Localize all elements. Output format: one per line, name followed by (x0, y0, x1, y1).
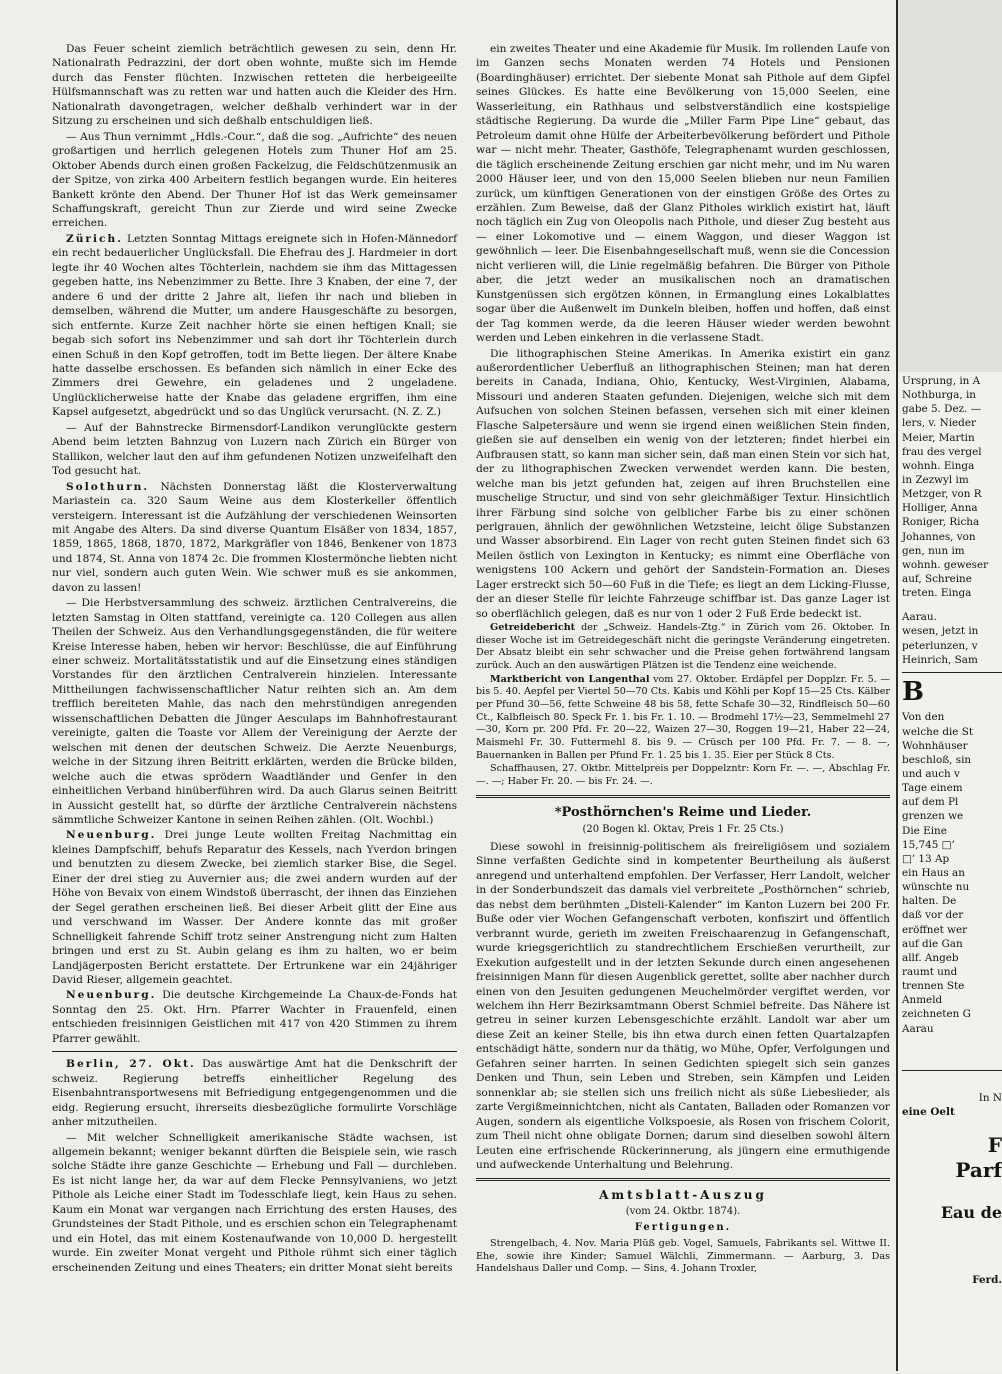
source-aerzteverein: (Olt. Wochbl.) (359, 814, 434, 827)
right-line: Johannes, von (902, 530, 976, 543)
right-line: zeichneten G (902, 1008, 971, 1021)
right-line: Meier, Martin (902, 431, 975, 444)
right-line: lers, v. Nieder (902, 417, 976, 430)
right-line: Anmeld (902, 994, 943, 1007)
label-getreide: Getreidebericht (490, 622, 576, 634)
right-line: raumt und (902, 965, 958, 978)
right-line: Roniger, Richa (902, 516, 980, 529)
right-line: Tage einem (902, 782, 963, 795)
subheading-amtsblatt: (vom 24. Oktbr. 1874). (625, 1205, 741, 1217)
article-solothurn (52, 480, 457, 596)
adjacent-page-edge (896, 0, 1002, 1371)
section-divider-double-2 (476, 1178, 890, 1181)
right-line: allf. Angeb (902, 951, 959, 964)
dateline-neuenburg-2: Neuenburg. (66, 989, 157, 1002)
subheading-posthoernchen: (20 Bogen kl. Oktav, Preis 1 Fr. 25 Cts.) (582, 824, 784, 836)
ad-footer: Ferd. (972, 1273, 1002, 1286)
right-line: Ursprung, in A (902, 375, 981, 387)
right-line: trennen Ste (902, 980, 965, 993)
dateline-zurich: Zürich. (66, 232, 123, 245)
text-solothurn: Nächsten Donnerstag läßt die Klosterverwaltung Mariastein ca. 320 Saum Weine aus dem Klosterkeller öffentlich versteigern. Interessant ist die Aufzählung der verschiedenen Weinsorten mit Angabe des Alters. Da sind diverse Quantum Elsäßer von 1834, 1857, 1859, 1865, 1868, 1870, 1872, Markgräfler von 1846, Benkener von 1873 und 1874, St. Anna von 1874 2c. Die frommen Klostermönche liebten nicht nur viel, sondern auch guten Wein. Wie schwer muß es sie ankommen, davon zu lassen! (52, 480, 457, 594)
dateline-solothurn: Solothurn. (66, 480, 150, 493)
right-line: auf, Schreine (902, 572, 972, 585)
dateline-neuenburg-1: Neuenburg. (66, 829, 157, 842)
right-line: Aarau (902, 1022, 934, 1035)
right-line: gabe 5. Dez. — (902, 403, 982, 416)
right-line: wohnh. Einga (902, 459, 975, 472)
right-block-b (902, 610, 1002, 667)
right-line: Aarau. (902, 611, 937, 624)
right-line: Metzger, von R (902, 488, 982, 501)
article-lithographic-stones: Die lithographischen Steine Amerikas. In Amerika existirt ein ganz außerordentlicher Ueberfluß an lithographischen Steinen; man hat deren bereits in Canada, Indiana, Ohio, Kentucky, West-Virginien, Alabama, Missouri und anderen Staaten gefunden. Diejenigen, welche sich mit dem Aufsuchen von solchen Steinen befassen, versehen sich mit einer kleinen Flasche Salpetersäure und wenn sie irgend einen weißlichen Stein finden, gießen sie auf denselben ein wenig von der letzteren; findet hierbei ein Aufbrausen statt, so kann man sicher sein, daß man einen Stein vor sich hat, der zu lithographischen Zwecken verwendet werden kann. Die besten, welche man bis jetzt gefunden hat, zeigen auf ihren Bruchstellen eine muschelige Structur, und sind von sehr gleichmäßiger Textur. Hinsichtlich ihrer Färbung sind solche von gelblicher Farbe bis zu einer schönen perlgrauen, ähnlich der gewöhnlichen Wetzsteine, leicht ölige Substanzen und Wasser absorbirend. Ein Lager von recht guten Steinen findet sich 63 Meilen östlich von Lexington in Kentucky; es nimmt eine Oberfläche von wenigstens 100 Ackern und gehört der Sandstein-Formation an. Dieses Lager erstreckt sich 50—60 Fuß in die Tiefe; es liegt an dem Licking-Flusse, der an dieser Stelle für leichte Fahrzeuge schiffbar ist. Das ganze Lager ist so oberflächlich gelegen, daß es nur von 1 oder 2 Fuß Erde bedeckt ist. (476, 347, 890, 620)
report-getreide (476, 622, 890, 673)
heading-amtsblatt: Amtsblatt-Auszug (599, 1188, 767, 1203)
text-getreide: der „Schweiz. Handels-Ztg.“ in Zürich vom 26. Oktober. In dieser Woche ist im Getreidegeschäft nicht die geringste Veränderung eingetreten. Der Absatz bleibt ein sehr schwacher und die Preise gehen fortwährend langsam zurück. Auch an den auswärtigen Plätzen ist die Tendenz eine weichende. (476, 622, 890, 672)
right-divider-2 (902, 1070, 1002, 1071)
right-line: und auch v (902, 767, 960, 780)
report-langenthal (476, 674, 890, 763)
right-heading-letter: B (902, 676, 924, 707)
right-line: Die Eine (902, 824, 947, 837)
right-line: peterlunzen, v (902, 639, 978, 652)
right-line: wohnh. geweser (902, 558, 989, 571)
right-line: Heinrich, Sam (902, 653, 978, 666)
article-fire: Das Feuer scheint ziemlich beträchtlich gewesen zu sein, denn Hr. Nationalrath Pedrazzini, der dort oben wohnte, mußte sich im Hemde durch das Fenster flüchten. Inzwischen retteten die herbeigeeilte Hülfsmannschaft was zu retten war und hatten auch die Kleider des Hrn. Nationalrath davongetragen, welcher deßhalb verhindert war in der Sitzung zu erscheinen und sich deßhalb entschuldigen ließ. (52, 43, 457, 128)
right-line: gen, nun im (902, 544, 965, 557)
right-line: 15,745 □’ (902, 838, 955, 851)
right-column (902, 374, 1002, 1374)
text-neuenburg-2: Die deutsche Kirchgemeinde La Chaux-de-Fonds hat Sonntag den 25. Okt. Hrn. Pfarrer Wachter in Frauenfeld, einen entschieden freisinnigen Geistlichen mit 417 von 420 Stimmen zu ihrem Pfarrer gewählt. (52, 989, 457, 1045)
right-line: wesen, jetzt in (902, 625, 979, 638)
right-line: Von den (902, 711, 945, 724)
text-fertigungen: Strengelbach, 4. Nov. Maria Plüß geb. Vogel, Samuels, Fabrikants sel. Wittwe II. Ehe, sowie ihre Kinder; Samuel Wälchli, Zimmermann. — Aarburg, 3. Das Handelshaus Daller und Comp. — Sins, 4. Johann Troxler, (476, 1238, 890, 1275)
article-berlin (52, 1057, 457, 1129)
right-line: eine Oelt (902, 1105, 955, 1118)
report-schaffhausen: Schaffhausen, 27. Oktbr. Mittelpreis per Doppelzntr: Korn Fr. —. —, Abschlag Fr. —. —; Haber Fr. 20. — bis Fr. 24. —. (476, 763, 890, 787)
text-aerzteverein: — Die Herbstversammlung des schweiz. ärztlichen Centralvereins, die letzten Samstag in Olten stattfand, vereinigte ca. 120 Collegen aus allen Theilen der Schweiz. Aus den Verhandlungsgegenständen, die für weitere Kreise Interesse haben, heben wir hervor: Beschlüsse, die auf Einführung einer schweiz. Mortalitätsstatistik und auf die Einsetzung eines ständigen Vorstandes für den ärztlichen Centralverein hinzielen. Interessante Mittheilungen fachwissenschaftlicher Natur reihten sich an. Am dem trefflich bereiteten Mahle, das nach den mehrstündigen anregenden wissenschaftlichen Debatten die Jünger Aesculaps im Bahnhofrestaurant vereinigte, galten die Toaste vor Allem der Vereinigung der Aerzte der welschen mit denen der deutschen Schweiz. Die Aerzte Neuenburgs, welche in der Sitzung ihren Beitritt erklärten, werden die Brücke bilden, welche auch die etwas sprödern Waadtländer und Genfer in den einheitlichen Verband hinüberführen wird. Da auch Glarus seinen Beitritt in Aussicht gestellt hat, so dürfte der ärztliche Centralverein nächstens sämmtliche Schweizer Kantone in seinen Reihen zählen. (52, 597, 457, 827)
right-line: auf die Gan (902, 937, 963, 950)
right-block-a (902, 374, 1002, 600)
right-line: grenzen we (902, 810, 964, 823)
right-line: Nothburga, in (902, 389, 976, 402)
text-langenthal: vom 27. Oktober. Erdäpfel per Dopplzr. Fr. 5. — bis 5. 40. Aepfel per Viertel 50—70 Cts. Kabis und Köhli per Kopf 15—25 Cts. Kälber per Pfund 30—56, fette Schweine 48 bis 58, fette Schafe 30—32, Rindfleisch 50—60 Ct., Kalbfleisch 80. Speck Fr. 1. bis Fr. 1. 10. — Brodmehl 17½—23, Semmelmehl 27—30, Korn pr. 200 Pfd. Fr. 20—22, Waizen 27—30, Roggen 19—21, Haber 22—24, Maismehl Fr. 30. Futtermehl 8. bis 9. — Crüsch per 100 Pfd. Fr. 7. — 8. —, Bauernanken in Ballen per Pfund Fr. 1. 25 bis 1. 35. Eier per Stück 8 Cts. (476, 673, 890, 761)
label-langenthal: Marktbericht von Langenthal (490, 673, 650, 685)
right-block-d (902, 1091, 1002, 1119)
right-line: Holliger, Anna (902, 502, 978, 515)
section-divider-double (476, 795, 890, 798)
right-line: Wohnhäuser (902, 739, 968, 752)
right-line: in Zezwyl im (902, 473, 969, 486)
right-block-c (902, 710, 1002, 1035)
right-line: eröffnet wer (902, 923, 968, 936)
article-thun: — Aus Thun vernimmt „Hdls.-Cour.“, daß die sog. „Aufrichte“ des neuen großartigen und herrlich gelegenen Hotels zum Thuner Hof am 25. Oktober Abends durch einen großen Fackelzug, die Feldschützenmusik an der Spitze, von zirka 400 Arbeitern festlich begangen wurde. Ein heiteres Bankett krönte den Abend. Der Thuner Hof ist das Werk gemeinsamer Schaffungskraft, gereicht Thun zur Zierde und wird seine Zwecke erreichen. (52, 130, 457, 230)
article-aerzteverein (52, 596, 457, 827)
right-line: In N (978, 1091, 1002, 1104)
text-neuenburg-1: Drei junge Leute wollten Freitag Nachmittag ein kleines Dampfschiff, behufs Reparatur des Kessels, nach Yverdon bringen und benutzten zu diesem Zwecke, bei ziemlich starker Bise, die Segel. Einer der drei stieg zu Auvernier aus; die zwei andern wurden auf der Höhe von Bevaix von einem Windstoß überrascht, der ihnen das Einziehen der Segel gerathen erscheinen ließ. Bei dieser Arbeit glitt der Eine aus und verschwand im Wasser. Der Andere konnte das mit großer Schnelligkeit fahrende Schiff trotz seiner Anstrengung nicht zum Halten bringen und erst zu St. Aubin gelang es ihm zu halten, wo er beim Landjägerposten Bericht erstattete. Der Ertrunkene war ein 24jähriger David Rieser, allgemein geachtet. (52, 829, 457, 986)
right-advert (902, 1133, 1002, 1287)
right-line: daß vor der (902, 909, 964, 922)
right-line: welche die St (902, 725, 974, 738)
text-berlin: Das auswärtige Amt hat die Denkschrift der schweiz. Regierung betreffs einheitlicher Regelung des Eisenbahntransportwesens mit Befriedigung entgegengenommen und die eidg. Regierung ersucht, ihrerseits diesbezügliche formulirte Vorschläge anher mitzutheilen. (52, 1058, 457, 1129)
review-posthoernchen: Diese sowohl in freisinnig-politischem als freireligiösem und sozialem Sinne verfaßten Gedichte sind in kompetenter Beurtheilung als äußerst anregend und unterhaltend empfohlen. Der Verfasser, Herr Landolt, welcher in der Sonderbundszeit das damals viel verbreitete „Posthörnchen“ schrieb, das nebst dem berühmten „Disteli-Kalender“ im Kanton Luzern bei 200 Fr. Buße oder vier Wochen Gefangenschaft verboten, konfiszirt und öffentlich verbrannt wurde, gerieth im zweiten Freischaarenzug in Gefangenschaft, wurde kriegsgerichtlich zu standrechtlichem Erschießen verurtheilt, zur Exekution aufgestellt und in der letzten Sekunde durch einen angesehenen freisinnigen Mann für diesen Augenblick gerettet, sollte aber nachher durch einen von den Jesuiten gedungenen Meuchelmörder vergiftet werden, vor welchem ihn Herr Bezirksamtmann Oberst Schmiel befreite. Das Nähere ist getreu in seiner kurzen Lebensgeschichte erzählt. Landolt war aber um diese Zeit an keiner Stelle, bis ihn etwa durch einen fetten Quartalzapfen entschädigt hätte, sondern nur da thätig, wo Mühe, Opfer, Verfolgungen und Gefahren seiner harrten. In seinen Gedichten spiegelt sich sein ganzes Denken und Thun, sein Leben und Streben, sein Kämpfen und Leiden sonnenklar ab; sie stellen sich uns freilich nicht als süße Liebeslieder, als zarte Vergißmeinnichtchen, nicht als Cantaten, Balladen oder Romanzen vor Augen, sondern als eigentliche Volkspoesie, als Rosen von frischem Colorit, zum Theil nicht ohne obligate Dornen; darum sind dieselben sowohl ältern Leuten eine erfrischende Rückerinnerung, als jüngern eine ermuthigende und aufweckende Unterhaltung und Belehrung. (476, 841, 890, 1171)
right-line: ein Haus an (902, 866, 965, 879)
right-line: treten. Einga (902, 587, 972, 600)
middle-column (476, 42, 890, 1342)
dateline-berlin: Berlin, 27. Okt. (66, 1058, 196, 1071)
ad-word: Parf (955, 1157, 1002, 1182)
heading-fertigungen: Fertigungen. (634, 1222, 732, 1234)
article-neuenburg-2 (52, 988, 457, 1046)
left-column (52, 42, 457, 1342)
right-divider (902, 672, 1002, 673)
right-line: frau des vergel (902, 445, 982, 458)
article-zurich (52, 232, 457, 420)
ad-line: Eau de (940, 1202, 1002, 1222)
right-line: beschloß, sin (902, 753, 972, 766)
adjacent-page-strip (898, 372, 1002, 1372)
section-divider (52, 1051, 457, 1052)
article-pithole: — Mit welcher Schnelligkeit amerikanische Städte wachsen, ist allgemein bekannt; weniger bekannt dürften die Beispiele sein, wie rasch solche Städte ihre ganze Geschichte — Erhebung und Fall — durchleben. Es ist nicht lange her, da war auf dem Flecke Pennsylvaniens, wo jetzt Pithole als Leiche einer Stadt im Todesschlafe liegt, kein Haus zu sehen. Kaum ein Monat war vergangen nach Errichtung des ersten Hauses, des Grundsteines der Stadt Pithole, und es erschien schon ein Telegraphenamt und ein Hotel, das mit einem Kostenaufwande von 10,000 D. hergestellt wurde. Ein zweiter Monat vergeht und Pithole rühmt sich einer täglich erscheinenden Zeitung und eines Theaters; ein dritter Monat sieht bereits (52, 1131, 457, 1274)
source-zurich: (N. Z. Z.) (392, 406, 442, 419)
right-line: □’ 13 Ap (902, 852, 950, 865)
article-pithole-cont: ein zweites Theater und eine Akademie für Musik. Im rollenden Laufe von im Ganzen sechs Monaten werden 74 Hotels und Pensionen (Boardinghäuser) errichtet. Der siebente Monat sah Pithole auf dem Gipfel seines Glückes. Es hatte eine Bevölkerung von 15,000 Seelen, eine Wasserleitung, ein Rathhaus und selbstverständlich eine kostspielige städtische Regierung. Da wurde die „Miller Farm Pipe Line“ gebaut, das Petroleum damit ohne Hülfe der Arbeiterbevölkerung befördert und Pithole war — nicht mehr. Theater, Gasthöfe, Telegraphenamt wurden geschlossen, die täglich erscheinende Zeitung erschien gar nicht mehr, und im Nu waren 2000 Häuser leer, und von den 15,000 Seelen blieben nur neun Familien zurück, um künftigen Generationen von der einstigen Größe des Ortes zu erzählen. Zum Beweise, daß der Glanz Pitholes wirklich existirt hat, läuft noch täglich ein Zug von Oleopolis nach Pithole, und dieser Zug besteht aus — einer Lokomotive und — einem Waggon, und dieser Waggon ist gewöhnlich — leer. Die Eisenbahngesellschaft muß, wenn sie die Concession nicht verlieren will, die Linie regelmäßig befahren. Die Bürger von Pithole aber, die jetzt weder an musikalischen noch an dramatischen Kunstgenüssen sich ergötzen können, in Ermanglung eines Lokalblattes sogar über die Außenwelt im Dunkeln bleiben, hoffen und hoffen, daß einst der Tag kommen werde, da die leeren Häuser wieder werden bewohnt werden und Leben einkehren in die verlassene Stadt. (476, 43, 890, 345)
right-line: wünschte nu (902, 881, 970, 894)
text-zurich: Letzten Sonntag Mittags ereignete sich in Hofen-Männedorf ein recht bedauerlicher Unglücksfall. Die Ehefrau des J. Hardmeier in dort legte ihr 40 Wochen altes Töchterlein, nachdem sie ihm das Mittagessen gegeben hatte, ins Nebenzimmer zu Bette. Ihre 3 Knaben, der eine 7, der andere 6 und der dritte 2 Jahre alt, liefen ihr nach und blieben in demselben, während die Mutter, um andere Hausgeschäfte zu besorgen, sich entfernte. Kurze Zeit nachher hörte sie einen heftigen Knall; sie begab sich sofort ins Nebenzimmer und sah dort ihr Töchterlein durch einen Schuß in den Kopf getroffen, todt im Bette liegen. Der ältere Knabe hatte dasselbe erschossen. Es befanden sich nämlich in einer Ecke des Zimmers drei Gewehre, ein geladenes und 2 ungeladene. Unglücklicherweise hatte der Knabe das geladene ergriffen, ihm eine Kapsel aufgesetzt, abgedrückt und so das Unglück verursacht. (52, 232, 457, 419)
article-neuenburg-1 (52, 828, 457, 987)
heading-posthoernchen: *Posthörnchen's Reime und Lieder. (554, 804, 812, 820)
article-birmensdorf: — Auf der Bahnstrecke Birmensdorf-Landikon verunglückte gestern Abend beim letzten Bahnzug von Luzern nach Zürich ein Bürger von Stallikon, welcher laut den auf ihm gefundenen Notizen unzweifelhaft den Tod gesucht hat. (52, 421, 457, 478)
right-line: halten. De (902, 895, 957, 908)
right-line: auf dem Pl (902, 796, 959, 809)
ad-letter: F (987, 1132, 1002, 1157)
